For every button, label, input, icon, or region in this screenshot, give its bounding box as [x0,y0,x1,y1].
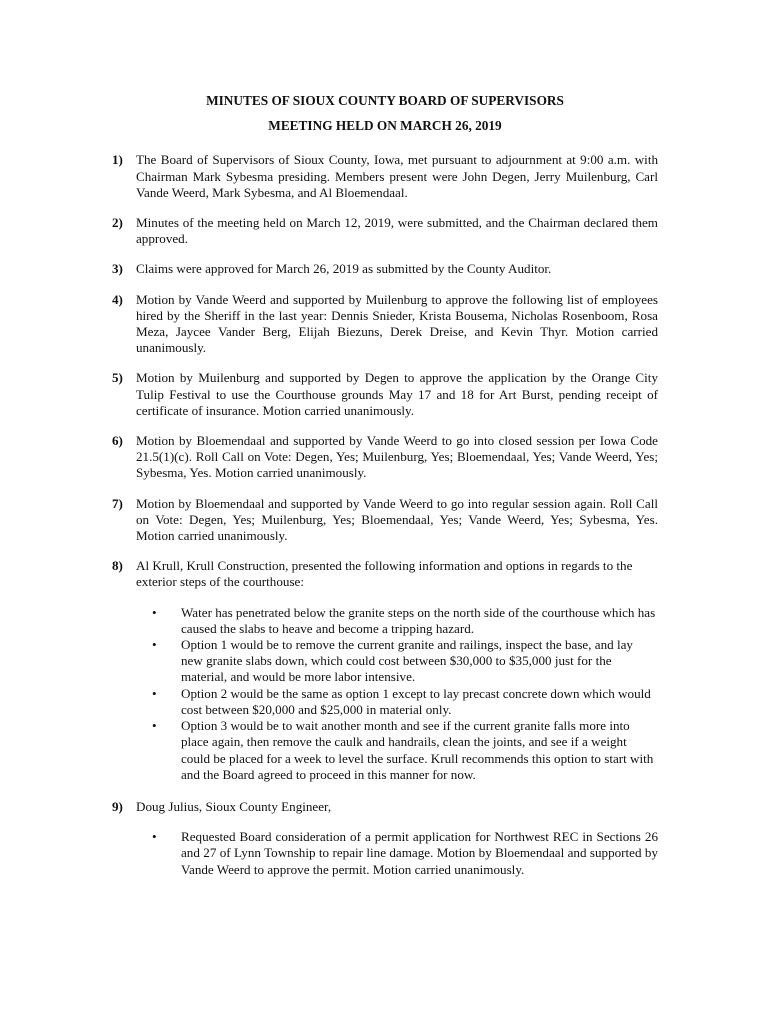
item-text: Al Krull, Krull Construction, presented the following information and options in regards to the exterior steps of the courthouse: [136,558,633,590]
bullet-item [136,718,658,783]
bullet-glyph: • [152,637,157,653]
item-number: 1) [112,152,123,168]
bullet-item [136,686,658,718]
item-number: 8) [112,558,123,574]
bullet-list [136,605,658,783]
minutes-item [112,433,658,482]
item-number: 4) [112,291,123,307]
item-text: Claims were approved for March 26, 2019 as submitted by the County Auditor. [136,261,552,277]
minutes-list [112,152,658,877]
item-text: Minutes of the meeting held on March 12, 2019, were submitted, and the Chairman declared them approved. [136,215,658,247]
item-text: Motion by Bloemendaal and supported by Vande Weerd to go into regular session again. Roll Call on Vote: Degen, Yes; Muilenburg, Yes; Bloemendaal, Yes; Vande Weerd, Yes; Sybesma, Yes. Motion carried unanimously. [136,495,658,544]
item-text: The Board of Supervisors of Sioux County, Iowa, met pursuant to adjournment at 9:00 a.m. with Chairman Mark Sybesma presiding. Members present were John Degen, Jerry Muilenburg, Carl Vande Weerd, Mark Sybesma, and Al Bloemendaal. [136,152,658,200]
minutes-item [112,215,658,247]
minutes-item [112,261,658,277]
minutes-item [112,799,658,878]
bullet-text: Option 3 would be to wait another month and see if the current granite falls more into place again, then remove the caulk and handrails, clean the joints, and see if a weight could be placed for a week to level the surface. Krull recommends this option to start with and the Board agreed to proceed in this manner for now. [181,718,654,782]
item-number: 2) [112,215,123,231]
item-text: Doug Julius, Sioux County Engineer, [136,798,332,814]
bullet-list [136,829,658,878]
item-text: Motion by Muilenburg and supported by Degen to approve the application by the Orange City Tulip Festival to use the Courthouse grounds May 17 and 18 for Art Burst, pending receipt of certificate of insurance. Motion carried unanimously. [136,370,658,418]
bullet-glyph: • [152,829,157,845]
bullet-text: Requested Board consideration of a permit application for Northwest REC in Sections 26 and 27 of Lynn Township to repair line damage. Motion by Bloemendaal and supported by Vande Weerd to approve the permit. Motion carried unanimously. [181,829,658,877]
bullet-glyph: • [152,604,157,620]
item-number: 6) [112,433,123,449]
item-text: Motion by Bloemendaal and supported by Vande Weerd to go into closed session per Iowa Code 21.5(1)(c). Roll Call on Vote: Degen, Yes; Muilenburg, Yes; Bloemendaal, Yes; Vande Weerd, Yes; Sybesma, Yes. Motion carried unanimously. [136,433,658,481]
minutes-item [112,558,658,783]
minutes-item [112,496,658,545]
minutes-item [112,370,658,419]
bullet-glyph: • [152,718,157,734]
item-number: 5) [112,370,123,386]
document-subtitle: MEETING HELD ON MARCH 26, 2019 [268,118,502,134]
item-number: 3) [112,261,123,277]
bullet-text: Water has penetrated below the granite steps on the north side of the courthouse which has caused the slabs to heave and become a tripping hazard. [181,604,656,636]
bullet-text: Option 2 would be the same as option 1 except to lay precast concrete down which would cost between $20,000 and $25,000 in material only. [181,685,651,717]
item-number: 9) [112,798,123,814]
bullet-item [136,637,658,686]
bullet-item [136,829,658,878]
bullet-glyph: • [152,685,157,701]
item-number: 7) [112,495,123,511]
minutes-item [112,292,658,357]
minutes-item [112,152,658,201]
bullet-item [136,605,658,637]
document-title: MINUTES OF SIOUX COUNTY BOARD OF SUPERVISORS [206,93,564,108]
item-text: Motion by Vande Weerd and supported by Muilenburg to approve the following list of employees hired by the Sheriff in the last year: Dennis Snieder, Krista Bousema, Nicholas Rosenboom, Rosa Meza, Jaycee Vander Berg, Elijah Biezuns, Derek Dreise, and Kevin Thyr. Motion carried unanimously. [136,291,658,356]
bullet-text: Option 1 would be to remove the current granite and railings, inspect the base, and lay new granite slabs down, which could cost between $30,000 to $35,000 just for the material, and would be more labor intensive. [181,637,633,685]
